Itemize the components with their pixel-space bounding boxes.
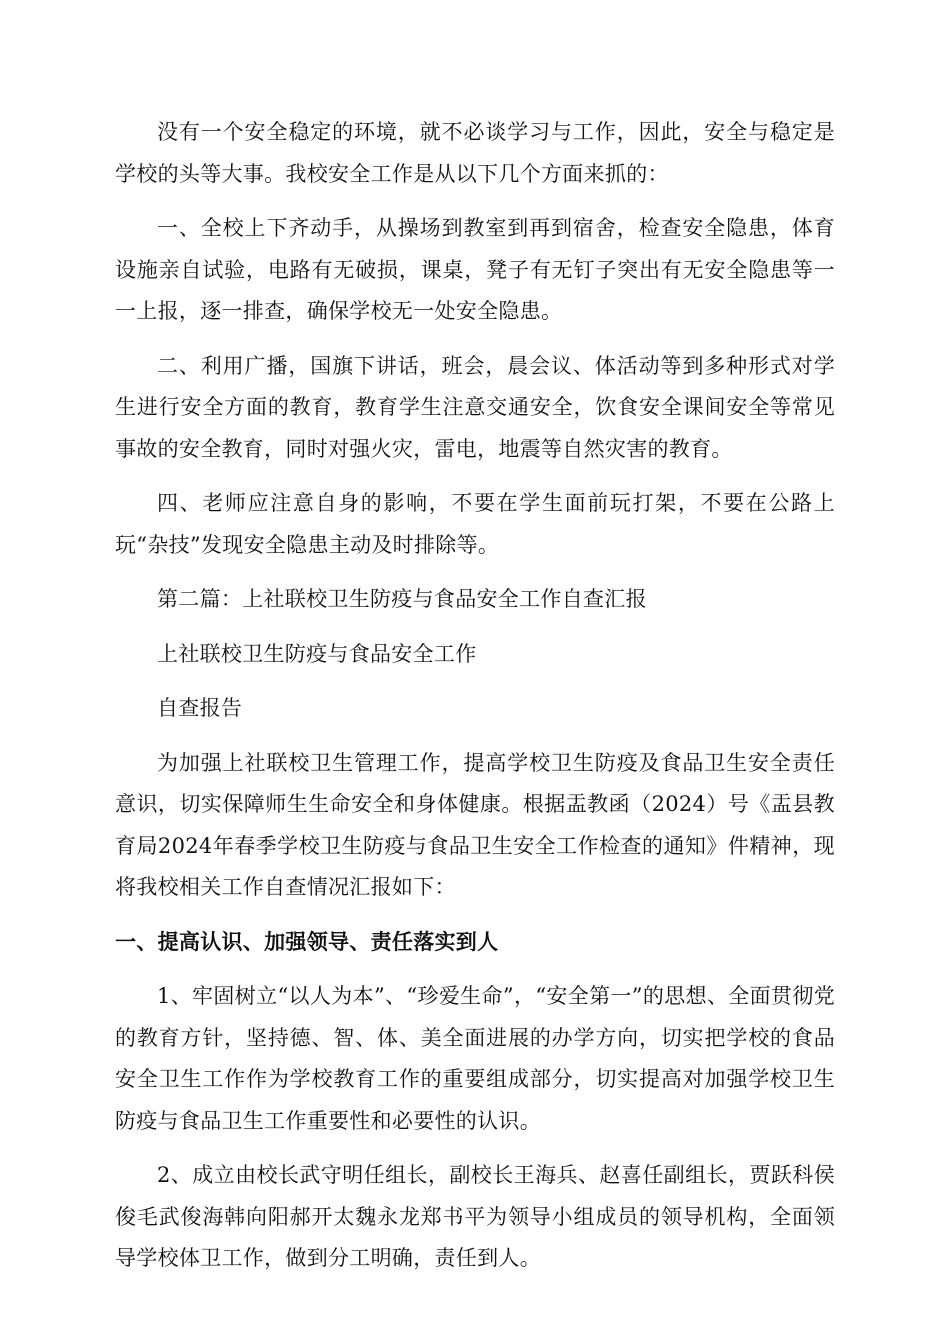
- report-title-line: 上社联校卫生防疫与食品安全工作: [157, 641, 477, 666]
- paragraph-report-intro: 为加强上社联校卫生管理工作，提高学校卫生防疫及食品卫生安全责任意识，切实保障师生生命安全和身体健康。根据盂教函（2024）号《盂县教育局2024年春季学校卫生防疫与食品卫生安全工作检查的通知》件精神，现将我校相关工作自查情况汇报如下：: [115, 750, 835, 899]
- paragraph-point-one: 一、全校上下齐动手，从操场到教室到再到宿舍，检查安全隐患，体育设施亲自试验，电路有无破损，课桌，凳子有无钉子突出有无安全隐患等一一上报，逐一排查，确保学校无一处安全隐患。: [115, 216, 835, 323]
- document-body: [115, 112, 835, 1293]
- section-title-line: 第二篇：上社联校卫生防疫与食品安全工作自查汇报: [157, 587, 647, 611]
- report-subtitle-line: 自查报告: [157, 696, 243, 720]
- paragraph-point-four: 四、老师应注意自身的影响，不要在学生面前玩打架，不要在公路上玩“杂技”发现安全隐患主动及时排除等。: [115, 491, 835, 557]
- list-item: 2、成立由校长武守明任组长，副校长王海兵、赵喜任副组长，贾跃科侯俊毛武俊海韩向阳郝开太魏永龙郑书平为领导小组成员的领导机构，全面领导学校体卫工作，做到分工明确，责任到人。: [115, 1163, 835, 1270]
- section-heading: 一、提高认识、加强领导、责任落实到人: [115, 929, 499, 954]
- list-item: 1、牢固树立“以人为本”、“珍爱生命”，“安全第一”的思想、全面贯彻党的教育方针，坚持德、智、体、美全面进展的办学方向，切实把学校的食品安全卫生工作作为学校教育工作的重要组成部分，切实提高对加强学校卫生防疫与食品卫生工作重要性和必要性的认识。: [115, 984, 835, 1133]
- paragraph-point-two: 二、利用广播，国旗下讲话，班会，晨会议、体活动等到多种形式对学生进行安全方面的教育，教育学生注意交通安全，饮食安全课间安全等常见事故的安全教育，同时对强火灾，雷电，地震等自然灾害的教育。: [115, 353, 835, 461]
- paragraph-intro: 没有一个安全稳定的环境，就不必谈学习与工作，因此，安全与稳定是学校的头等大事。我校安全工作是从以下几个方面来抓的：: [115, 120, 835, 186]
